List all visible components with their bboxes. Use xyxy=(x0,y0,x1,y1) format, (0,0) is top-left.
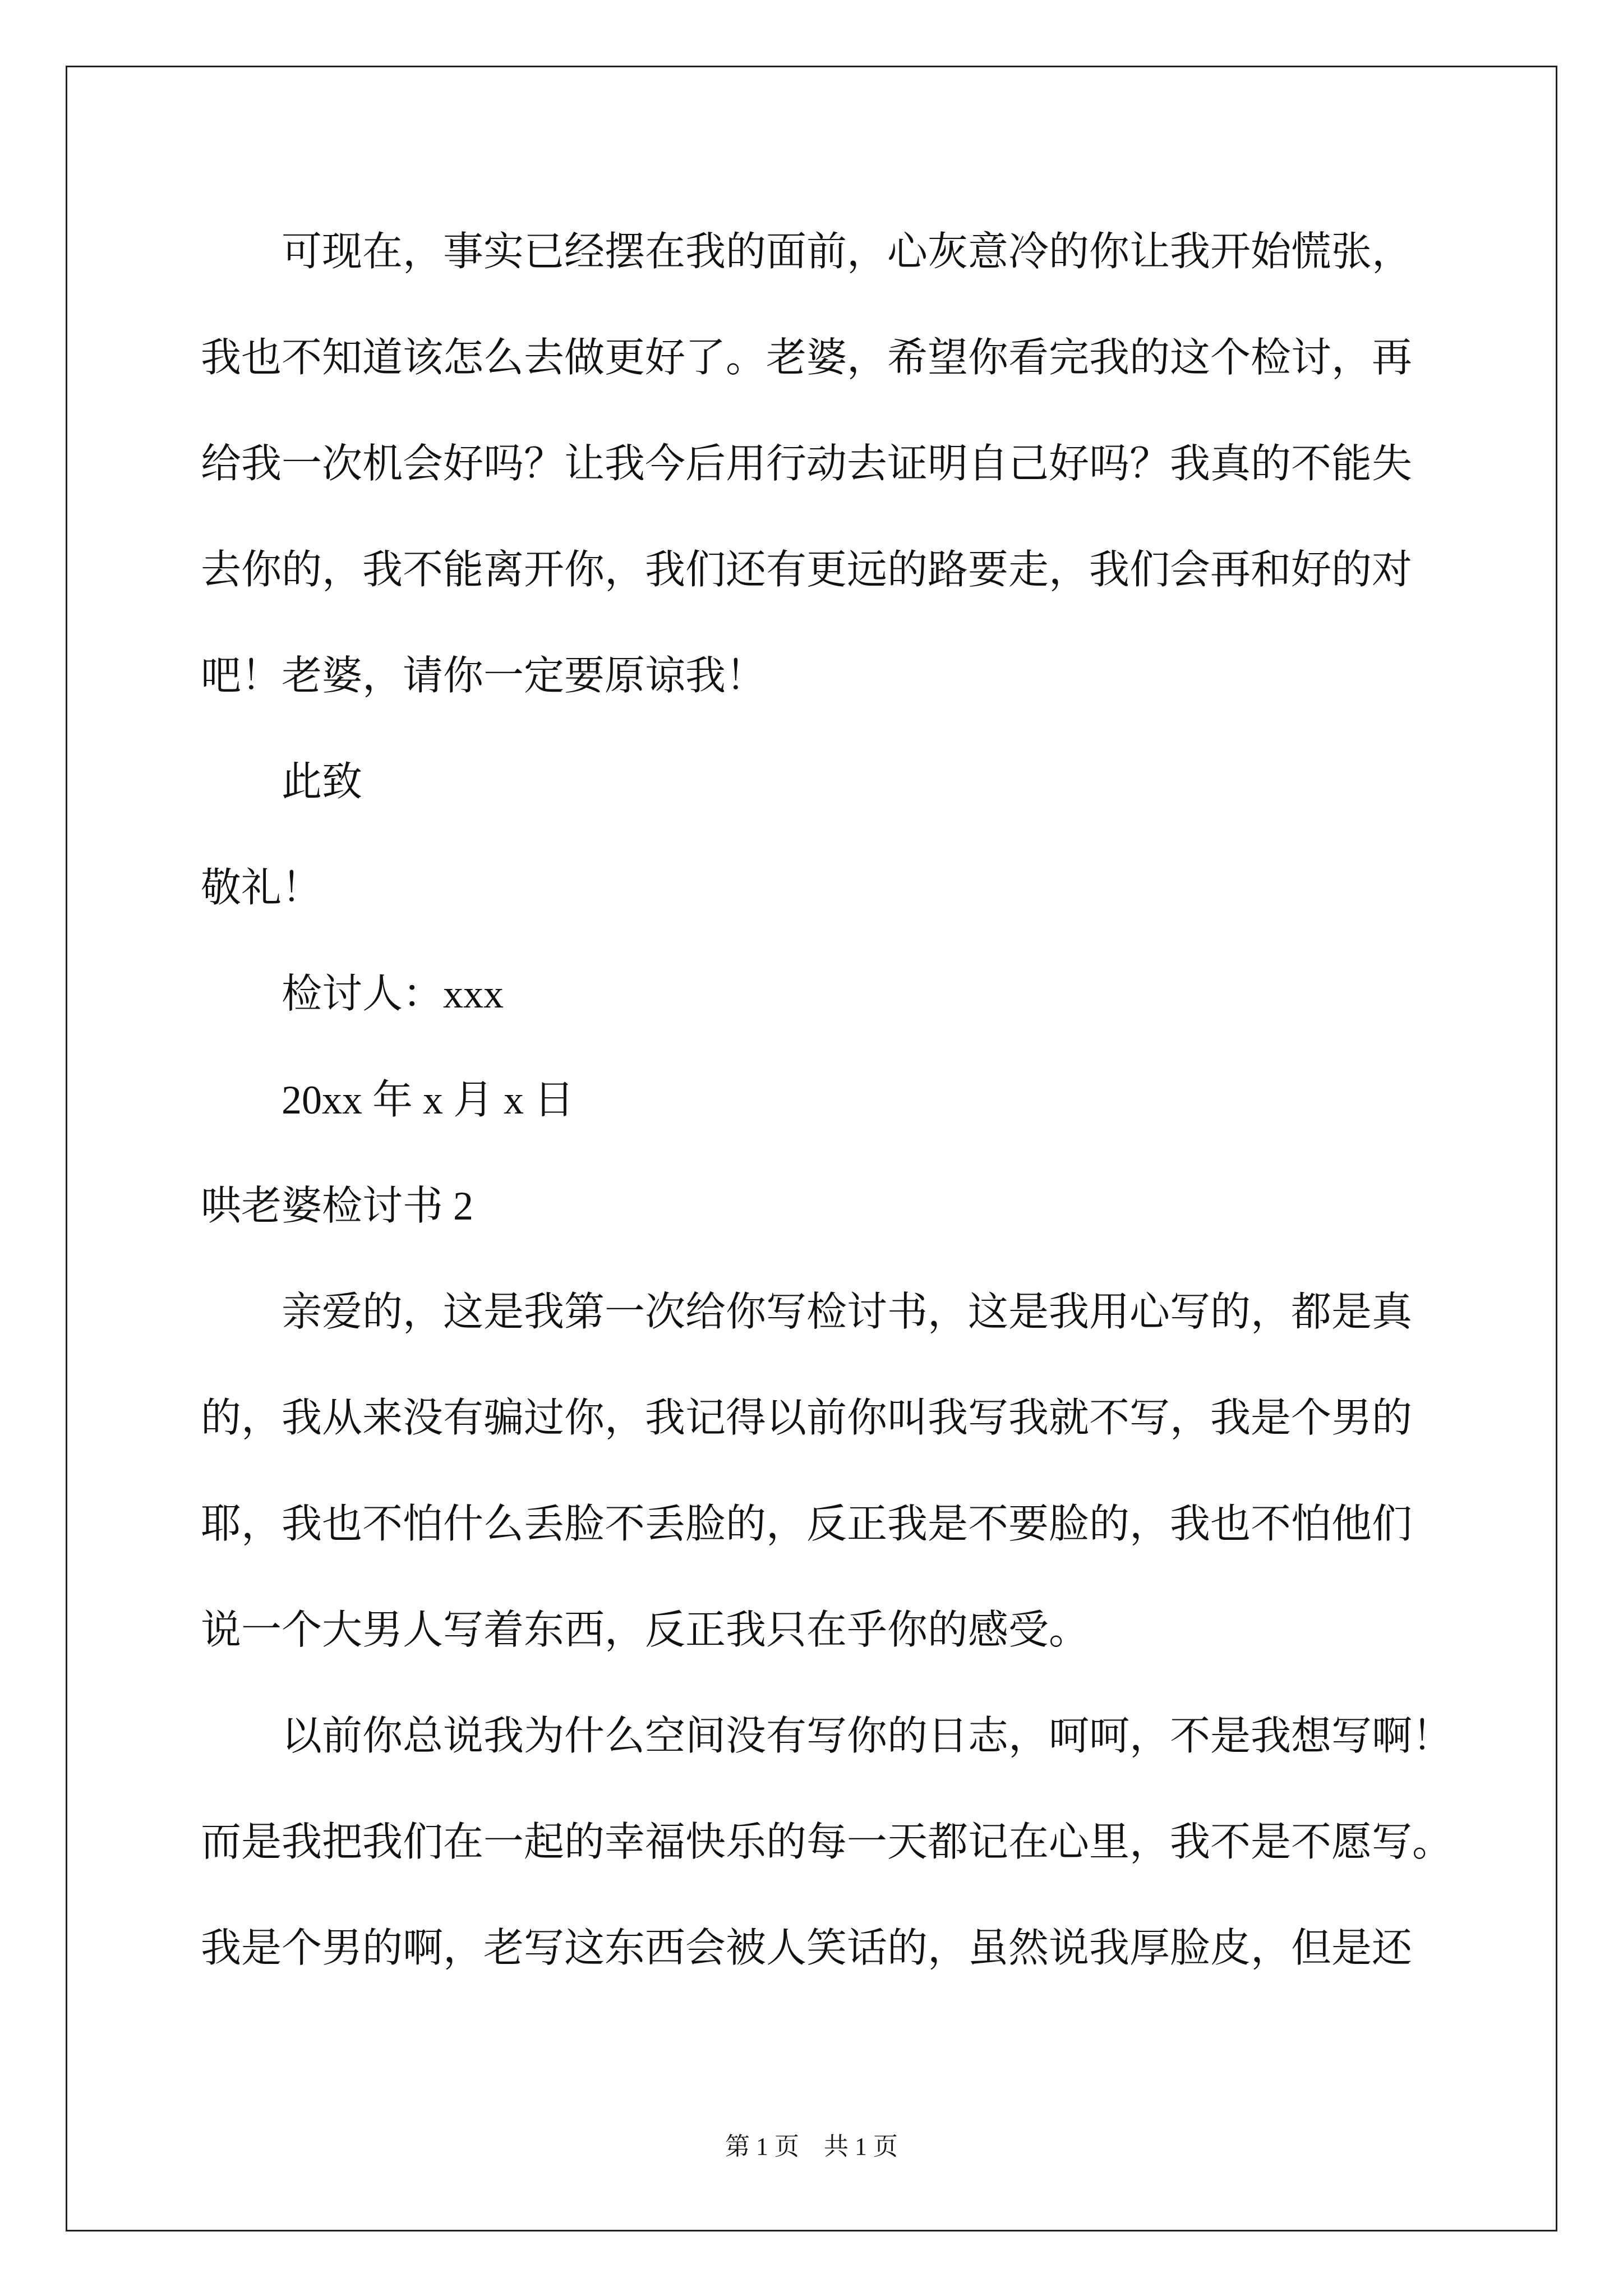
paragraph-line: 可现在，事实已经摆在我的面前，心灰意冷的你让我开始慌张， xyxy=(282,229,1413,274)
closing-regards: 敬礼！ xyxy=(201,866,322,910)
paragraph-line: 我是个男的啊，老写这东西会被人笑话的，虽然说我厚脸皮，但是还 xyxy=(201,1926,1413,1971)
paragraph-line: 耶，我也不怕什么丢脸不丢脸的，反正我是不要脸的，我也不怕他们 xyxy=(201,1502,1413,1547)
date-line: 20xx 年 x 月 x 日 xyxy=(282,1078,575,1122)
paragraph-line: 亲爱的，这是我第一次给你写检讨书，这是我用心写的，都是真 xyxy=(282,1290,1413,1335)
paragraph-line: 说一个大男人写着东西，反正我只在乎你的感受。 xyxy=(201,1608,1090,1653)
paragraph-line: 以前你总说我为什么空间没有写你的日志，呵呵，不是我想写啊！ xyxy=(282,1714,1453,1759)
paragraph-line: 我也不知道该怎么去做更好了。老婆，希望你看完我的这个检讨，再 xyxy=(201,335,1413,380)
paragraph-line: 吧！老婆，请你一定要原谅我！ xyxy=(201,654,767,698)
page-footer: 第 1 页 共 1 页 xyxy=(725,2133,898,2160)
paragraph-line: 给我一次机会好吗？让我今后用行动去证明自己好吗？我真的不能失 xyxy=(201,441,1413,486)
signature-line: 检讨人：xxx xyxy=(282,972,504,1016)
document-body xyxy=(201,199,1536,2001)
closing-salutation: 此致 xyxy=(282,760,363,804)
paragraph-line: 去你的，我不能离开你，我们还有更远的路要走，我们会再和好的对 xyxy=(201,547,1413,592)
section-heading: 哄老婆检讨书 2 xyxy=(201,1184,474,1228)
paragraph-line: 而是我把我们在一起的幸福快乐的每一天都记在心里，我不是不愿写。 xyxy=(201,1820,1453,1865)
paragraph-line: 的，我从来没有骗过你，我记得以前你叫我写我就不写，我是个男的 xyxy=(201,1396,1413,1441)
